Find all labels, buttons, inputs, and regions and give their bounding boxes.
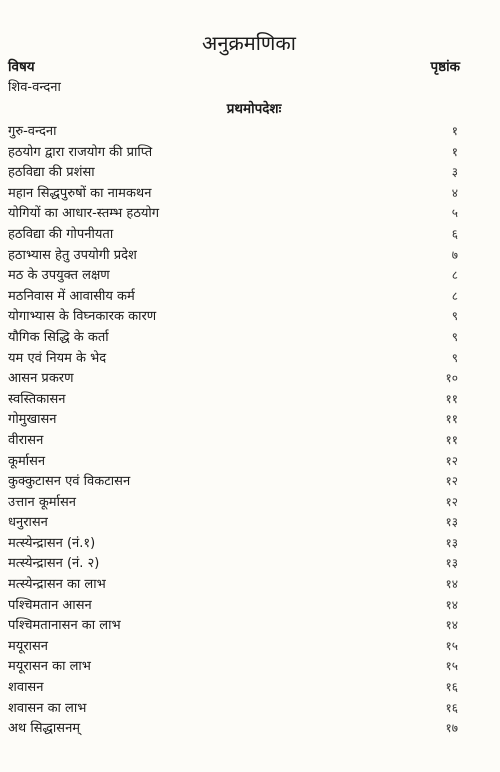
toc-entry [8, 512, 460, 533]
toc-entry [8, 471, 460, 492]
toc-entry-page: ९ [451, 350, 458, 365]
toc-entry-title: योगाभ्यास के विघ्नकारक कारण [8, 309, 157, 325]
toc-entry [8, 286, 460, 307]
toc-entry-title: स्वस्तिकासन [8, 391, 66, 407]
toc-entry-title: यम एवं नियम के भेद [8, 350, 107, 366]
toc-entry-title: आसन प्रकरण [8, 371, 74, 387]
toc-entry-page: ९ [451, 309, 458, 324]
toc-entry-page: १५ [445, 659, 458, 674]
toc-entry [8, 533, 460, 554]
section-title: प्रथमोपदेशः [226, 101, 282, 117]
toc-entry [8, 245, 460, 266]
toc-entry-page: १ [451, 124, 458, 138]
toc-entry-page: ८ [451, 268, 458, 283]
toc-entry-page: ५ [451, 206, 458, 221]
toc-entry-page: ११ [445, 391, 458, 406]
toc-entry [8, 677, 460, 698]
toc-entry-title: मठनिवास में आवासीय कर्म [8, 288, 135, 304]
page-number-header: पृष्ठांक [430, 59, 460, 75]
toc-entry [8, 389, 460, 410]
toc-entry-title: अथ सिद्धासनम् [8, 721, 81, 737]
toc-entry-page: ३ [451, 165, 458, 180]
toc-entry [8, 636, 460, 657]
toc-entry-title: पश्चिमतानासन का लाभ [8, 618, 121, 634]
toc-entry [8, 492, 460, 513]
toc-entry-page: १६ [445, 680, 458, 695]
toc-entry-title: शवासन [8, 680, 44, 696]
toc-entry-page: १२ [445, 474, 458, 489]
toc-entry-page: १४ [445, 597, 458, 612]
toc-entry [8, 595, 460, 616]
toc-entry-page: ११ [445, 412, 458, 427]
toc-entry-title: मत्स्येन्द्रासन (नं.१) [8, 535, 96, 551]
toc-entry [8, 409, 460, 430]
toc-entry-page: १३ [445, 535, 458, 550]
toc-entry [8, 183, 460, 204]
toc-entry [8, 121, 460, 142]
toc-entry-title: गोमुखासन [8, 412, 57, 428]
toc-entry-title: मठ के उपयुक्त लक्षण [8, 268, 110, 284]
toc-entry-title: उत्तान कूर्मासन [8, 494, 76, 510]
toc-entry-title: पश्चिमतान आसन [8, 597, 92, 613]
toc-entry-page: १५ [445, 638, 458, 653]
toc-entry-title: धनुरासन [8, 515, 48, 531]
toc-entry-page: १३ [445, 556, 458, 571]
toc-entry-title: महान सिद्धपुरुषों का नामकथन [8, 185, 152, 201]
toc-entry-title: शवासन का लाभ [8, 700, 87, 716]
toc-entry-title: योगियों का आधार-स्तम्भ हठयोग [8, 206, 160, 222]
toc-entry-title: हठयोग द्वारा राजयोग की प्राप्ति [8, 144, 153, 160]
toc-entry [8, 574, 460, 595]
toc-entry-page: १ [451, 144, 458, 159]
toc-entry-title: मयूरासन [8, 638, 49, 654]
toc-entry-page: १३ [445, 515, 458, 530]
toc-entry-page: ११ [445, 432, 458, 447]
toc-entry-title: कुक्कुटासन एवं विकटासन [8, 474, 131, 490]
page-title: अनुक्रमणिका [202, 31, 296, 55]
toc-entry-page: ८ [451, 288, 458, 303]
toc-entry-title: मत्स्येन्द्रासन (नं. २) [8, 556, 100, 572]
toc-entry-title: गुरु-वन्दना [8, 124, 57, 139]
toc-entry [8, 224, 460, 245]
toc-entry-title: हठविद्या की प्रशंसा [8, 165, 95, 181]
toc-entry [8, 615, 460, 636]
toc-entry [8, 306, 460, 327]
toc-entry [8, 142, 460, 163]
toc-entry-title: मयूरासन का लाभ [8, 659, 91, 675]
toc-entry [8, 203, 460, 224]
toc-entry-title: कूर्मासन [8, 453, 46, 469]
toc-entry-page: १७ [445, 721, 458, 736]
toc-entry [8, 327, 460, 348]
toc-entry [8, 718, 460, 739]
toc-entry [8, 430, 460, 451]
intro-entry: शिव-वन्दना [8, 80, 61, 95]
toc-entry-page: ४ [451, 185, 458, 200]
toc-entry-page: १४ [445, 577, 458, 592]
toc-entry [8, 451, 460, 472]
toc-entry [8, 368, 460, 389]
toc-entry [8, 553, 460, 574]
toc-entry-page: ७ [451, 247, 458, 262]
toc-entry-page: १० [445, 371, 458, 386]
toc-entry-title: यौगिक सिद्धि के कर्ता [8, 329, 109, 345]
toc-entry-page: १२ [445, 453, 458, 468]
toc-entry-page: १२ [445, 494, 458, 509]
toc-entry-page: ६ [451, 226, 458, 241]
subject-header: विषय [8, 59, 35, 75]
toc-entry-page: १४ [445, 618, 458, 633]
toc-entry [8, 265, 460, 286]
toc-entry-page: ९ [451, 329, 458, 344]
toc-list [8, 121, 460, 739]
toc-entry [8, 656, 460, 677]
toc-entry [8, 698, 460, 719]
toc-entry-title: हठविद्या की गोपनीयता [8, 226, 114, 242]
toc-entry-page: १६ [445, 700, 458, 715]
toc-entry [8, 162, 460, 183]
toc-entry-title: मत्स्येन्द्रासन का लाभ [8, 577, 106, 593]
toc-entry [8, 348, 460, 369]
toc-entry-title: वीरासन [8, 432, 44, 448]
column-headers [8, 58, 460, 76]
toc-entry-title: हठाभ्यास हेतु उपयोगी प्रदेश [8, 247, 137, 263]
